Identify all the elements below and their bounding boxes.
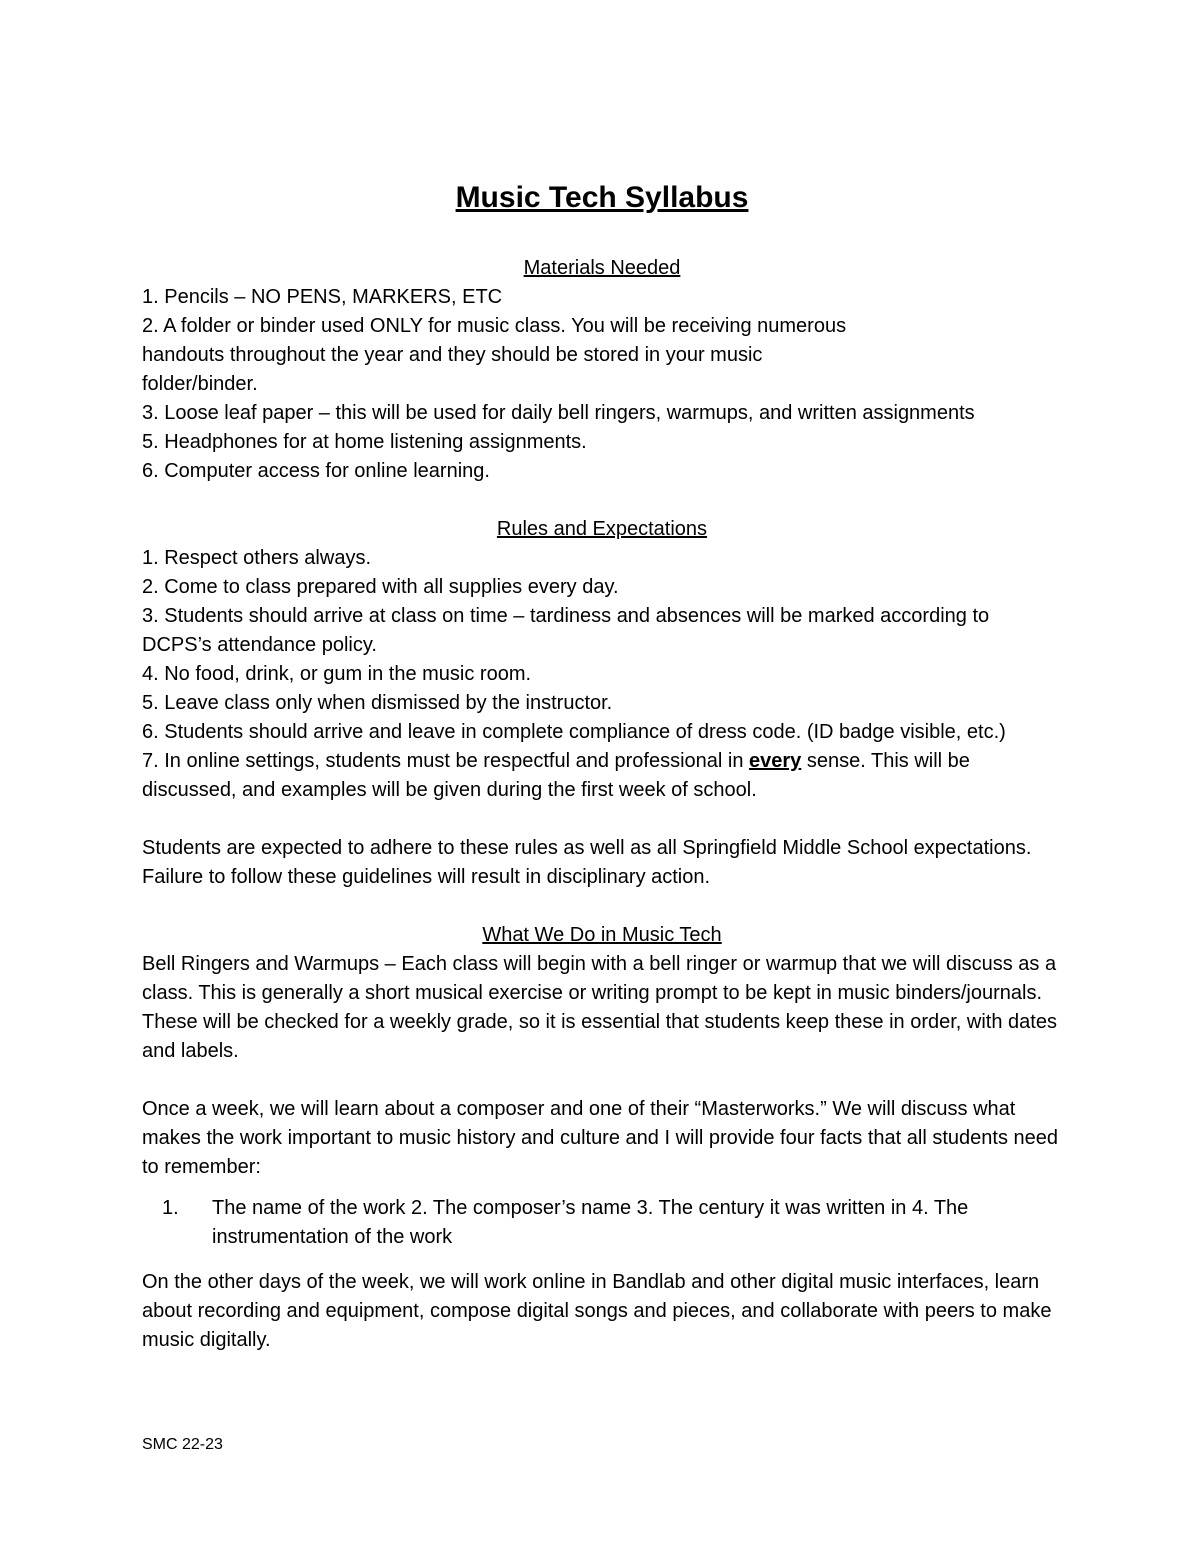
page-footer: SMC 22-23 [142, 1436, 223, 1453]
materials-line: 2. A folder or binder used ONLY for music class. You will be receiving numerous [142, 315, 847, 337]
bell-ringers-paragraph: Bell Ringers and Warmups – Each class will begin with a bell ringer or warmup that we will discuss as a class. This is generally a short musical exercise or writing prompt to be kept in music binders/journals. These will be checked for a weekly grade, so it is essential that students keep these in order, with dates and labels. [142, 953, 1057, 1062]
list-item [142, 1194, 1062, 1252]
document-body [142, 176, 1062, 1355]
materials-line: handouts throughout the year and they should be stored in your music [142, 344, 763, 366]
masterworks-paragraph: Once a week, we will learn about a composer and one of their “Masterworks.” We will discuss what makes the work important to music history and culture and I will provide four facts that all students need to remember: [142, 1098, 1058, 1178]
rule-item: 5. Leave class only when dismissed by the instructor. [142, 692, 613, 714]
list-item-text: The name of the work 2. The composer’s name 3. The century it was written in 4. The instrumentation of the work [212, 1197, 969, 1248]
rule-item: 1. Respect others always. [142, 547, 371, 569]
rule-7-text-end: sense. This will be discussed, and examples will be given during the first week of school. [142, 750, 970, 801]
spacer [142, 1066, 1062, 1095]
rule-item: 2. Come to class prepared with all supplies every day. [142, 576, 619, 598]
materials-section [142, 254, 1062, 486]
rules-closing-paragraph: Students are expected to adhere to these rules as well as all Springfield Middle School expectations. Failure to follow these guidelines will result in disciplinary action. [142, 837, 1032, 888]
materials-line: folder/binder. [142, 373, 258, 395]
what-we-do-heading: What We Do in Music Tech [482, 924, 722, 946]
spacer [142, 805, 1062, 834]
rule-7-text: 7. In online settings, students must be respectful and professional in [142, 750, 750, 772]
rules-heading: Rules and Expectations [496, 518, 708, 540]
rule-item-7 [142, 747, 1062, 805]
materials-line: 3. Loose leaf paper – this will be used for daily bell ringers, warmups, and written assignments [142, 402, 975, 424]
page-title: Music Tech Syllabus [455, 181, 749, 214]
rule-item: 4. No food, drink, or gum in the music room. [142, 663, 532, 685]
list-number: 1. [162, 1197, 179, 1219]
materials-line: 5. Headphones for at home listening assignments. [142, 431, 587, 453]
spacer [142, 892, 1062, 921]
materials-line: 6. Computer access for online learning. [142, 460, 490, 482]
what-we-do-section [142, 921, 1062, 1355]
materials-heading: Materials Needed [523, 257, 681, 279]
materials-line: 1. Pencils – NO PENS, MARKERS, ETC [142, 286, 503, 308]
other-days-paragraph: On the other days of the week, we will work online in Bandlab and other digital music interfaces, learn about recording and equipment, compose digital songs and pieces, and collaborate with peers to make music digitally. [142, 1271, 1052, 1351]
rules-section [142, 515, 1062, 892]
rule-item: 3. Students should arrive at class on time – tardiness and absences will be marked according to DCPS’s attendance policy. [142, 605, 990, 656]
rule-item: 6. Students should arrive and leave in complete compliance of dress code. (ID badge visible, etc.) [142, 721, 1006, 743]
rule-7-emphasis: every [749, 750, 802, 772]
spacer [142, 486, 1062, 515]
